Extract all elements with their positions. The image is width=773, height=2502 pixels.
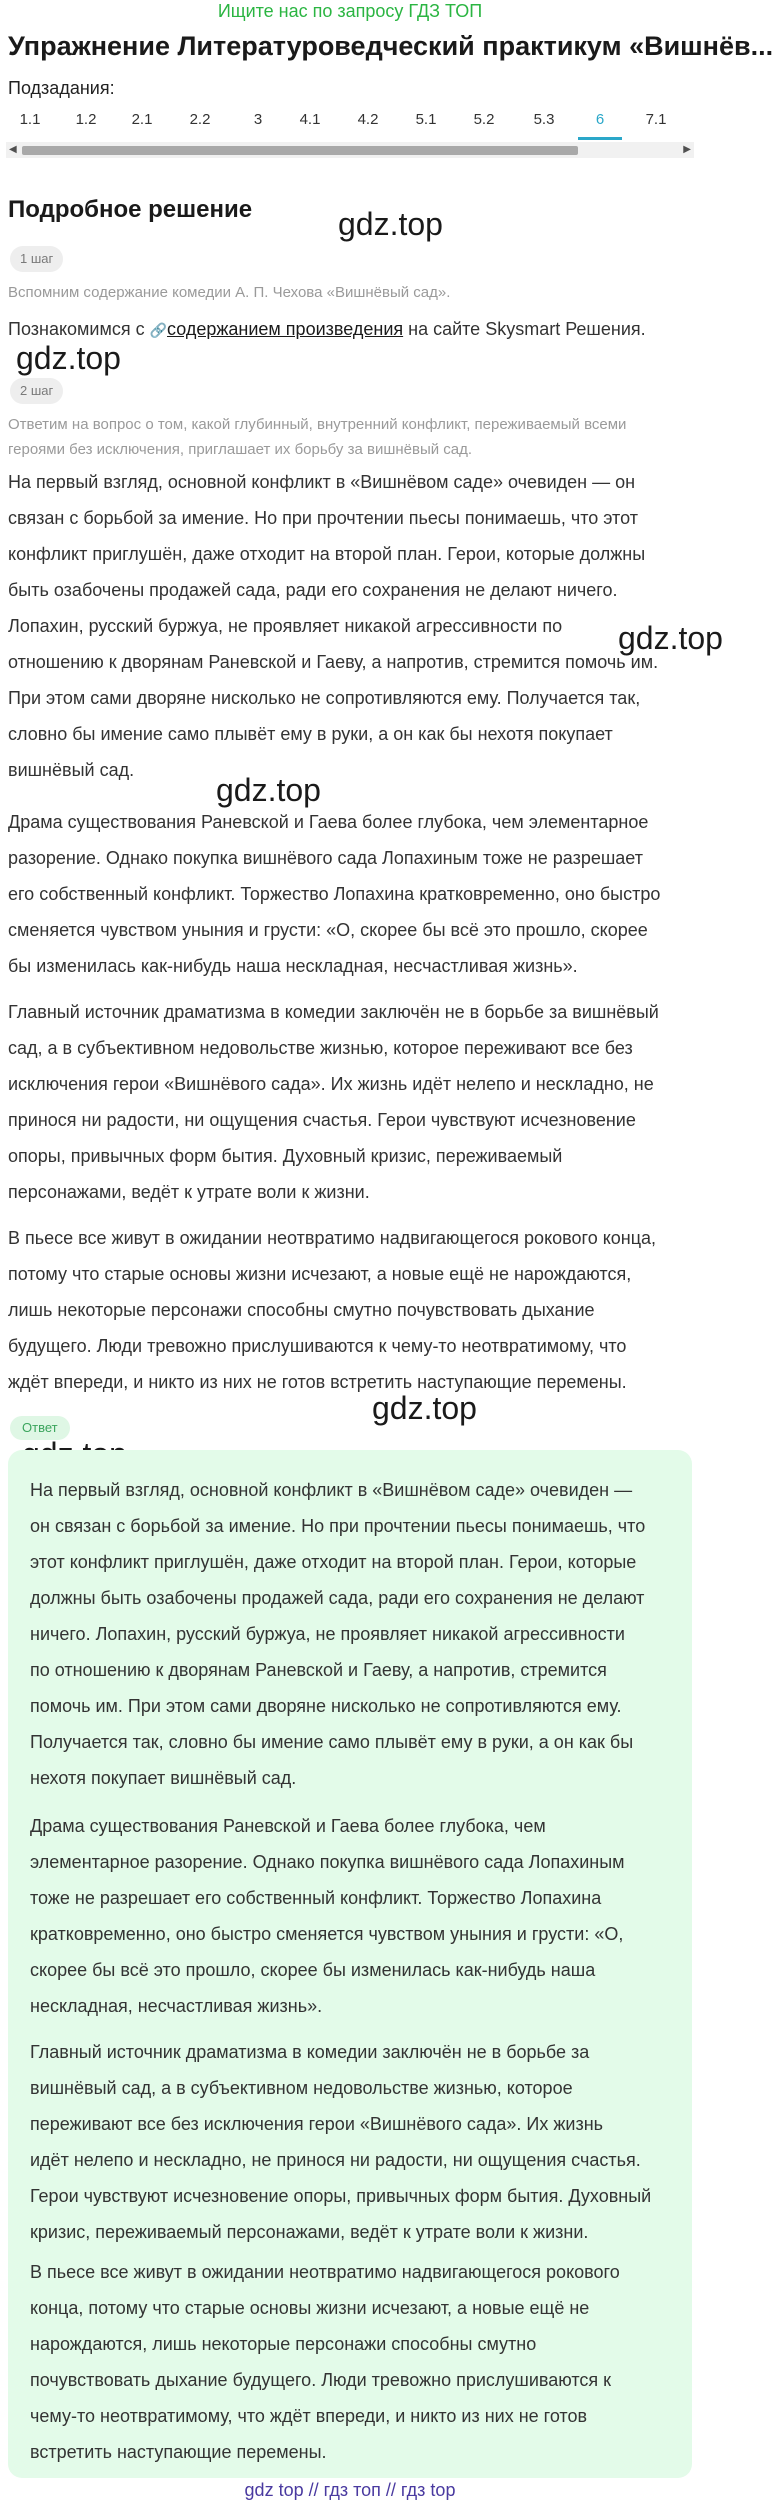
subsection-tabs — [0, 104, 700, 140]
step1-text-before: Познакомимся с — [8, 319, 150, 339]
tabs-scrollbar[interactable] — [6, 142, 694, 158]
tab-3[interactable]: 3 — [253, 111, 263, 128]
tab-2-2[interactable]: 2.2 — [189, 111, 211, 128]
scroll-thumb[interactable] — [22, 146, 578, 155]
tab-6[interactable]: 6 — [578, 104, 622, 140]
watermark: gdz.top — [216, 772, 321, 808]
tab-4-1[interactable]: 4.1 — [299, 111, 321, 128]
text-line: лишь некоторые персонажи способны смутно почувствовать дыхание — [8, 1300, 595, 1320]
text-line: по отношению к дворянам Раневской и Гаеву, а напротив, стремится — [30, 1660, 607, 1680]
text-line: В пьесе все живут в ожидании неотвратимо надвигающегося рокового — [30, 2262, 620, 2282]
step1-text — [8, 308, 692, 351]
text-line: нескладная, несчастливая жизнь». — [30, 1996, 323, 2016]
text-line: быть озабочены продажей сада, ради его сохранения не делают ничего. — [8, 580, 618, 600]
text-line: разорение. Однако покупка вишнёвого сада Лопахиным тоже не разрешает — [8, 848, 643, 868]
answer-paragraph-1 — [30, 1472, 680, 1796]
solution-paragraph-2 — [8, 804, 692, 984]
text-line: нехотя покупает вишнёвый сад. — [30, 1768, 297, 1788]
tab-5-1[interactable]: 5.1 — [415, 111, 437, 128]
text-line: идёт нелепо и нескладно, не принося ни радости, ни ощущения счастья. — [30, 2150, 641, 2170]
text-line: чему-то неотвратимому, что ждёт впереди, и никто из них не готов — [30, 2406, 588, 2426]
text-line: конца, потому что старые основы жизни исчезают, а новые ещё не — [30, 2298, 590, 2318]
text-line: этот конфликт приглушён, даже отходит на второй план. Герои, которые — [30, 1552, 637, 1572]
text-line: потому что старые основы жизни исчезают, а новые ещё не нарождаются, — [8, 1264, 632, 1284]
text-line: будущего. Люди тревожно прислушиваются к чему-то неотвратимому, что — [8, 1336, 627, 1356]
step2-hint-line: героями без исключения, приглашает их борьбу за вишнёвый сад. — [8, 441, 473, 458]
text-line: ждёт впереди, и никто из них не готов встретить наступающие перемены. — [8, 1372, 627, 1392]
content-link[interactable]: содержанием произведения — [167, 319, 404, 339]
text-line: Главный источник драматизма в комедии заключён не в борьбе за вишнёвый — [8, 1002, 659, 1022]
text-line: скорее бы всё это прошло, скорее бы изменилась как-нибудь наша — [30, 1960, 596, 1980]
text-line: Драма существования Раневской и Гаева более глубока, чем — [30, 1816, 546, 1836]
section-title: Подробное решение — [8, 196, 253, 223]
text-line: кратковременно, оно быстро сменяется чувством уныния и грусти: «О, — [30, 1924, 624, 1944]
text-line: принося ни радости, ни ощущения счастья. Герои чувствуют исчезновение — [8, 1110, 636, 1130]
text-line: словно бы имение само плывёт ему в руки, а он как бы нехотя покупает — [8, 724, 613, 744]
text-line: почувствовать дыхание будущего. Люди тревожно прислушиваются к — [30, 2370, 612, 2390]
solution-paragraph-3 — [8, 994, 692, 1210]
text-line: он связан с борьбой за имение. Но при прочтении пьесы понимаешь, что — [30, 1516, 646, 1536]
tab-1-1[interactable]: 1.1 — [19, 111, 41, 128]
text-line: должны быть озабочены продажей сада, ради его сохранения не делают — [30, 1588, 645, 1608]
text-line: бы изменилась как-нибудь наша нескладная, несчастливая жизнь». — [8, 956, 578, 976]
subsections-label: Подзадания: — [8, 78, 115, 98]
answer-paragraph-2 — [30, 1808, 680, 2024]
answer-paragraph-4 — [30, 2254, 680, 2470]
text-line: При этом сами дворяне нисколько не сопротивляются ему. Получается так, — [8, 688, 641, 708]
text-line: Герои чувствуют исчезновение опоры, привычных форм бытия. Духовный — [30, 2186, 652, 2206]
text-line: сменяется чувством уныния и грусти: «О, скорее бы всё это прошло, скорее — [8, 920, 648, 940]
step1-hint: Вспомним содержание комедии А. П. Чехова «Вишнёвый сад». — [8, 284, 451, 301]
text-line: конфликт приглушён, даже отходит на второй план. Герои, которые должны — [8, 544, 646, 564]
text-line: кризис, переживаемый персонажами, ведёт к утрате воли к жизни. — [30, 2222, 589, 2242]
watermark: gdz.top — [16, 340, 121, 376]
step-badge-2: 2 шаг — [10, 378, 63, 404]
scroll-right-icon[interactable]: ▶ — [683, 144, 691, 155]
watermark: gdz.top — [618, 620, 723, 656]
tab-7-1[interactable]: 7.1 — [645, 111, 667, 128]
text-line: На первый взгляд, основной конфликт в «Вишнёвом саде» очевиден — — [30, 1480, 633, 1500]
text-line: нарождаются, лишь некоторые персонажи способны смутно — [30, 2334, 537, 2354]
step2-hint-line: Ответим на вопрос о том, какой глубинный, внутренний конфликт, переживаемый всеми — [8, 416, 627, 433]
tab-2-1[interactable]: 2.1 — [131, 111, 153, 128]
watermark: gdz.top — [372, 1390, 477, 1426]
text-line: исключения герои «Вишнёвого сада». Их жизнь идёт нелепо и нескладно, не — [8, 1074, 654, 1094]
answer-badge: Ответ — [10, 1416, 70, 1440]
solution-paragraph-1 — [8, 464, 692, 788]
tab-5-2[interactable]: 5.2 — [473, 111, 495, 128]
text-line: встретить наступающие перемены. — [30, 2442, 327, 2462]
text-line: персонажами, ведёт к утрате воли к жизни. — [8, 1182, 370, 1202]
step1-text-after: на сайте Skysmart Решения. — [403, 319, 646, 339]
solution-paragraph-4 — [8, 1220, 692, 1400]
link-icon: 🔗 — [149, 322, 168, 338]
text-line: сад, а в субъективном недовольстве жизнью, которое переживают все без — [8, 1038, 633, 1058]
tab-1-2[interactable]: 1.2 — [75, 111, 97, 128]
text-line: отношению к дворянам Раневской и Гаеву, а напротив, стремится помочь им. — [8, 652, 659, 672]
page-title: Упражнение Литературоведческий практикум «Вишнёв... — [8, 31, 773, 61]
text-line: связан с борьбой за имение. Но при прочтении пьесы понимаешь, что этот — [8, 508, 638, 528]
text-line: На первый взгляд, основной конфликт в «Вишнёвом саде» очевиден — он — [8, 472, 636, 492]
text-line: вишнёвый сад, а в субъективном недовольстве жизнью, которое — [30, 2078, 573, 2098]
text-line: тоже не разрешает его собственный конфликт. Торжество Лопахина — [30, 1888, 602, 1908]
text-line: вишнёвый сад. — [8, 760, 135, 780]
text-line: помочь им. При этом сами дворяне нисколько не сопротивляются ему. — [30, 1696, 622, 1716]
text-line: переживают все без исключения герои «Вишнёвого сада». Их жизнь — [30, 2114, 604, 2134]
text-line: опоры, привычных форм бытия. Духовный кризис, переживаемый — [8, 1146, 563, 1166]
scroll-left-icon[interactable]: ◀ — [9, 144, 17, 155]
text-line: его собственный конфликт. Торжество Лопахина кратковременно, оно быстро — [8, 884, 661, 904]
tab-4-2[interactable]: 4.2 — [357, 111, 379, 128]
footer-links[interactable]: gdz top // гдз топ // гдз top — [244, 2480, 456, 2500]
top-banner[interactable]: Ищите нас по запросу ГДЗ ТОП — [217, 1, 483, 21]
watermark: gdz.top — [338, 206, 443, 242]
step-badge-1: 1 шаг — [10, 246, 63, 272]
text-line: Получается так, словно бы имение само плывёт ему в руки, а он как бы — [30, 1732, 634, 1752]
text-line: Главный источник драматизма в комедии заключён не в борьбе за — [30, 2042, 590, 2062]
answer-paragraph-3 — [30, 2034, 680, 2250]
text-line: ничего. Лопахин, русский буржуа, не проявляет никакой агрессивности — [30, 1624, 625, 1644]
text-line: Лопахин, русский буржуа, не проявляет никакой агрессивности по — [8, 616, 563, 636]
tab-5-3[interactable]: 5.3 — [533, 111, 555, 128]
text-line: элементарное разорение. Однако покупка вишнёвого сада Лопахиным — [30, 1852, 625, 1872]
text-line: Драма существования Раневской и Гаева более глубока, чем элементарное — [8, 812, 649, 832]
text-line: В пьесе все живут в ожидании неотвратимо надвигающегося рокового конца, — [8, 1228, 657, 1248]
step2-hint — [8, 412, 626, 462]
